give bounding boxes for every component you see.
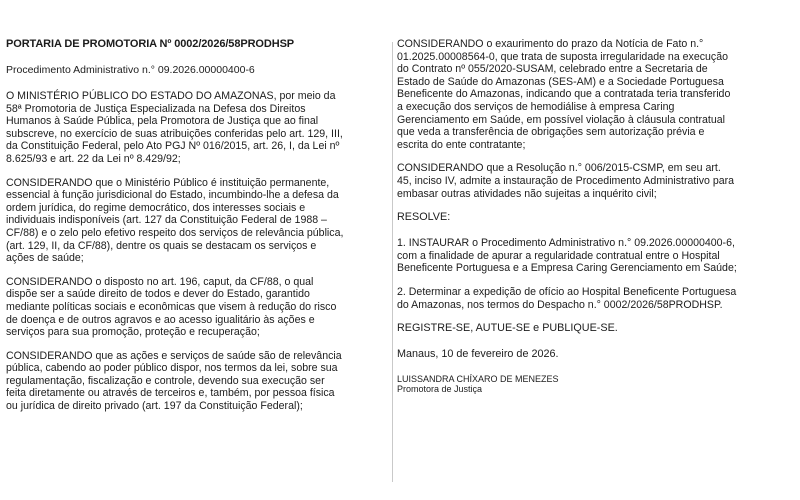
text-line: mediante políticas sociais e econômicas que visem à redução do risco <box>6 300 337 313</box>
text-line: feita diretamente ou através de terceiros e, também, por pessoa física <box>6 387 335 400</box>
text-line: da Constituição Federal, pelo Ato PGJ Nº 016/2015, art. 26, I, da Lei nº <box>6 140 340 153</box>
text-line: pública, cabendo ao poder público dispor, nos termos da lei, sobre sua <box>6 362 338 375</box>
text-line: a execução dos serviços de hemodiálise à empresa Caring <box>397 100 675 113</box>
place-date: Manaus, 10 de fevereiro de 2026. <box>397 348 559 361</box>
right-paragraphs <box>397 38 791 200</box>
resolve-item <box>397 237 791 275</box>
text-line: (art. 129, II, da CF/88), dentre os quais se destacam os serviços e <box>6 239 317 252</box>
paragraph <box>397 38 791 151</box>
text-line: Humanos à Saúde Pública, pela Promotora de Justiça que ao final <box>6 115 319 128</box>
text-line: essencial à função jurisdicional do Estado, incumbindo-lhe a defesa da <box>6 189 339 202</box>
text-line: escrita do ente contratante; <box>397 138 526 151</box>
text-line: CONSIDERANDO o disposto no art. 196, caput, da CF/88, o qual <box>6 275 314 288</box>
text-line: do Contrato nº 055/2020-SUSAM, celebrado entre a Secretaria de <box>397 63 708 76</box>
paragraph <box>6 90 394 166</box>
text-line: subscreve, no exercício de suas atribuições conferidas pelo art. 129, III, <box>6 127 343 140</box>
text-line: 1. INSTAURAR o Procedimento Administrativo n.° 09.2026.00000400-6, <box>397 237 735 250</box>
text-line: com a finalidade de apurar a regularidade contratual entre o Hospital <box>397 249 720 262</box>
text-line: de doença e de outros agravos e ao acesso igualitário às ações e <box>6 313 315 326</box>
text-line: regulamentação, fiscalização e controle, devendo sua execução ser <box>6 374 325 387</box>
text-line: Gerenciamento em Saúde, em possível violação à cláusula contratual <box>397 113 725 126</box>
resolve-item <box>397 286 791 311</box>
text-line: 45, inciso IV, admite a instauração de Procedimento Administrativo para <box>397 174 735 187</box>
paragraph <box>6 177 394 265</box>
closing-statement: REGISTRE-SE, AUTUE-SE e PUBLIQUE-SE. <box>397 322 618 335</box>
text-line: serviços para sua promoção, proteção e recuperação; <box>6 326 260 339</box>
text-line: CONSIDERANDO que as ações e serviços de saúde são de relevância <box>6 349 342 362</box>
resolve-heading: RESOLVE: <box>397 211 451 224</box>
text-line: 8.625/93 e art. 22 da Lei nº 8.429/92; <box>6 152 181 165</box>
text-line: CF/88) e o zelo pelo efetivo respeito dos serviços de relevância pública, <box>6 226 344 239</box>
right-column <box>397 0 791 394</box>
left-paragraphs <box>6 90 394 413</box>
text-line: 58ª Promotoria de Justiça Especializada na Defesa dos Direitos <box>6 102 306 115</box>
text-line: CONSIDERANDO o exaurimento do prazo da Notícia de Fato n.° <box>397 38 704 50</box>
left-column <box>0 0 394 424</box>
procedure-number: Procedimento Administrativo n.° 09.2026.00000400-6 <box>6 64 255 76</box>
text-line: individuais indisponíveis (art. 127 da Constituição Federal de 1988 – <box>6 214 327 227</box>
paragraph <box>6 276 394 339</box>
paragraph <box>397 162 791 200</box>
text-line: embasar outras atividades não sujeitas a inquérito civil; <box>397 187 657 200</box>
text-line: do Amazonas, nos termos do Despacho n.° 0002/2026/58PRODHSP. <box>397 298 723 311</box>
document-title: PORTARIA DE PROMOTORIA Nº 0002/2026/58PRODHSP <box>6 38 295 50</box>
text-line: Estado de Saúde do Amazonas (SES-AM) e a Sociedade Portuguesa <box>397 75 724 88</box>
text-line: CONSIDERANDO que o Ministério Público é instituição permanente, <box>6 176 330 189</box>
text-line: que veda a transferência de obrigações sem autorização prévia e <box>397 126 705 139</box>
text-line: ordem jurídica, do regime democrático, dos interesses sociais e <box>6 201 306 214</box>
resolve-items <box>397 237 791 311</box>
text-line: Beneficente do Amazonas, indicando que a contratada teria transferido <box>397 88 731 101</box>
text-line: Beneficente Portuguesa e a Empresa Caring Gerenciamento em Saúde; <box>397 262 737 275</box>
text-line: 01.2025.00008564-0, que trata de suposta irregularidade na execução <box>397 50 729 63</box>
text-line: dispõe ser a saúde direito de todos e dever do Estado, garantido <box>6 288 310 301</box>
text-line: 2. Determinar a expedição de ofício ao Hospital Beneficente Portuguesa <box>397 285 737 298</box>
text-line: ou jurídica de direito privado (art. 197 da Constituição Federal); <box>6 400 303 413</box>
text-line: CONSIDERANDO que a Resolução n.° 006/2015-CSMP, em seu art. <box>397 162 721 175</box>
column-divider <box>392 42 393 482</box>
signer-name: LUISSANDRA CHÍXARO DE MENEZES <box>397 374 559 385</box>
text-line: O MINISTÉRIO PÚBLICO DO ESTADO DO AMAZONAS, por meio da <box>6 90 336 102</box>
text-line: ações de saúde; <box>6 252 84 265</box>
signer-role: Promotora de Justiça <box>397 384 483 395</box>
paragraph <box>6 350 394 413</box>
